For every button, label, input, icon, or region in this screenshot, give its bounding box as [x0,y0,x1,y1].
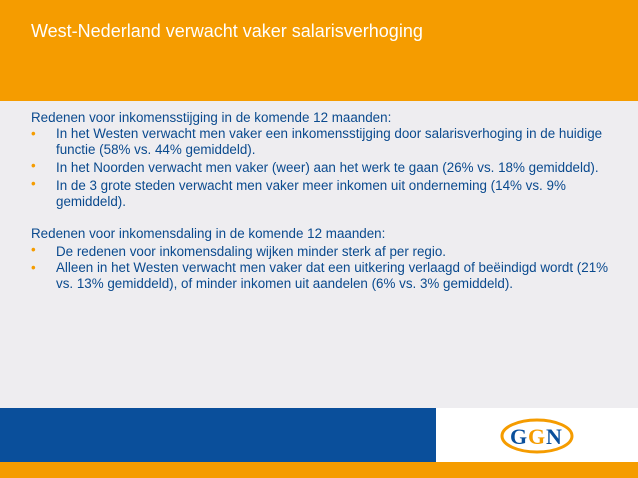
bullet-icon: • [31,126,36,141]
bullet-list-daling [31,242,616,292]
list-item [31,126,616,158]
header-bar [0,0,638,101]
bullet-icon: • [31,260,36,275]
bullet-icon: • [31,158,36,173]
logo-letter-g1: G [510,424,528,449]
list-item [31,242,616,260]
ggn-logo-icon [500,418,574,454]
list-item-text: In de 3 grote steden verwacht men vaker meer inkomen uit onderneming (14% vs. 9% gemiddeld). [56,178,566,209]
bullet-list-stijging [31,126,616,210]
content-body [31,110,616,292]
list-item [31,158,616,176]
list-item-text: De redenen voor inkomensdaling wijken minder sterk af per regio. [56,244,447,259]
list-item [31,176,616,210]
footer-blue-band [0,408,436,462]
list-item-text: Alleen in het Westen verwacht men vaker dat een uitkering verlaagd of beëindigd wordt (21% vs. 13% gemiddeld), of minder inkomen uit aandelen (6% vs. 3% gemiddeld). [56,260,609,291]
section-spacer [31,210,616,226]
list-item-text: In het Westen verwacht men vaker een inkomensstijging door salarisverhoging in de huidige functie (58% vs. 44% gemiddeld). [56,126,603,157]
bullet-icon: • [31,242,36,257]
section-heading-stijging: Redenen voor inkomensstijging in de komende 12 maanden: [31,110,392,125]
list-item [31,260,616,292]
footer-orange-strip [0,462,638,478]
section-heading-daling: Redenen voor inkomensdaling in de komende 12 maanden: [31,226,386,241]
list-item-text: In het Noorden verwacht men vaker (weer) aan het werk te gaan (26% vs. 18% gemiddeld). [56,160,599,175]
bullet-icon: • [31,176,36,191]
page-title: West-Nederland verwacht vaker salarisverhoging [31,21,423,41]
logo-letter-n: N [546,424,562,449]
logo-letter-g2: G [528,424,546,449]
